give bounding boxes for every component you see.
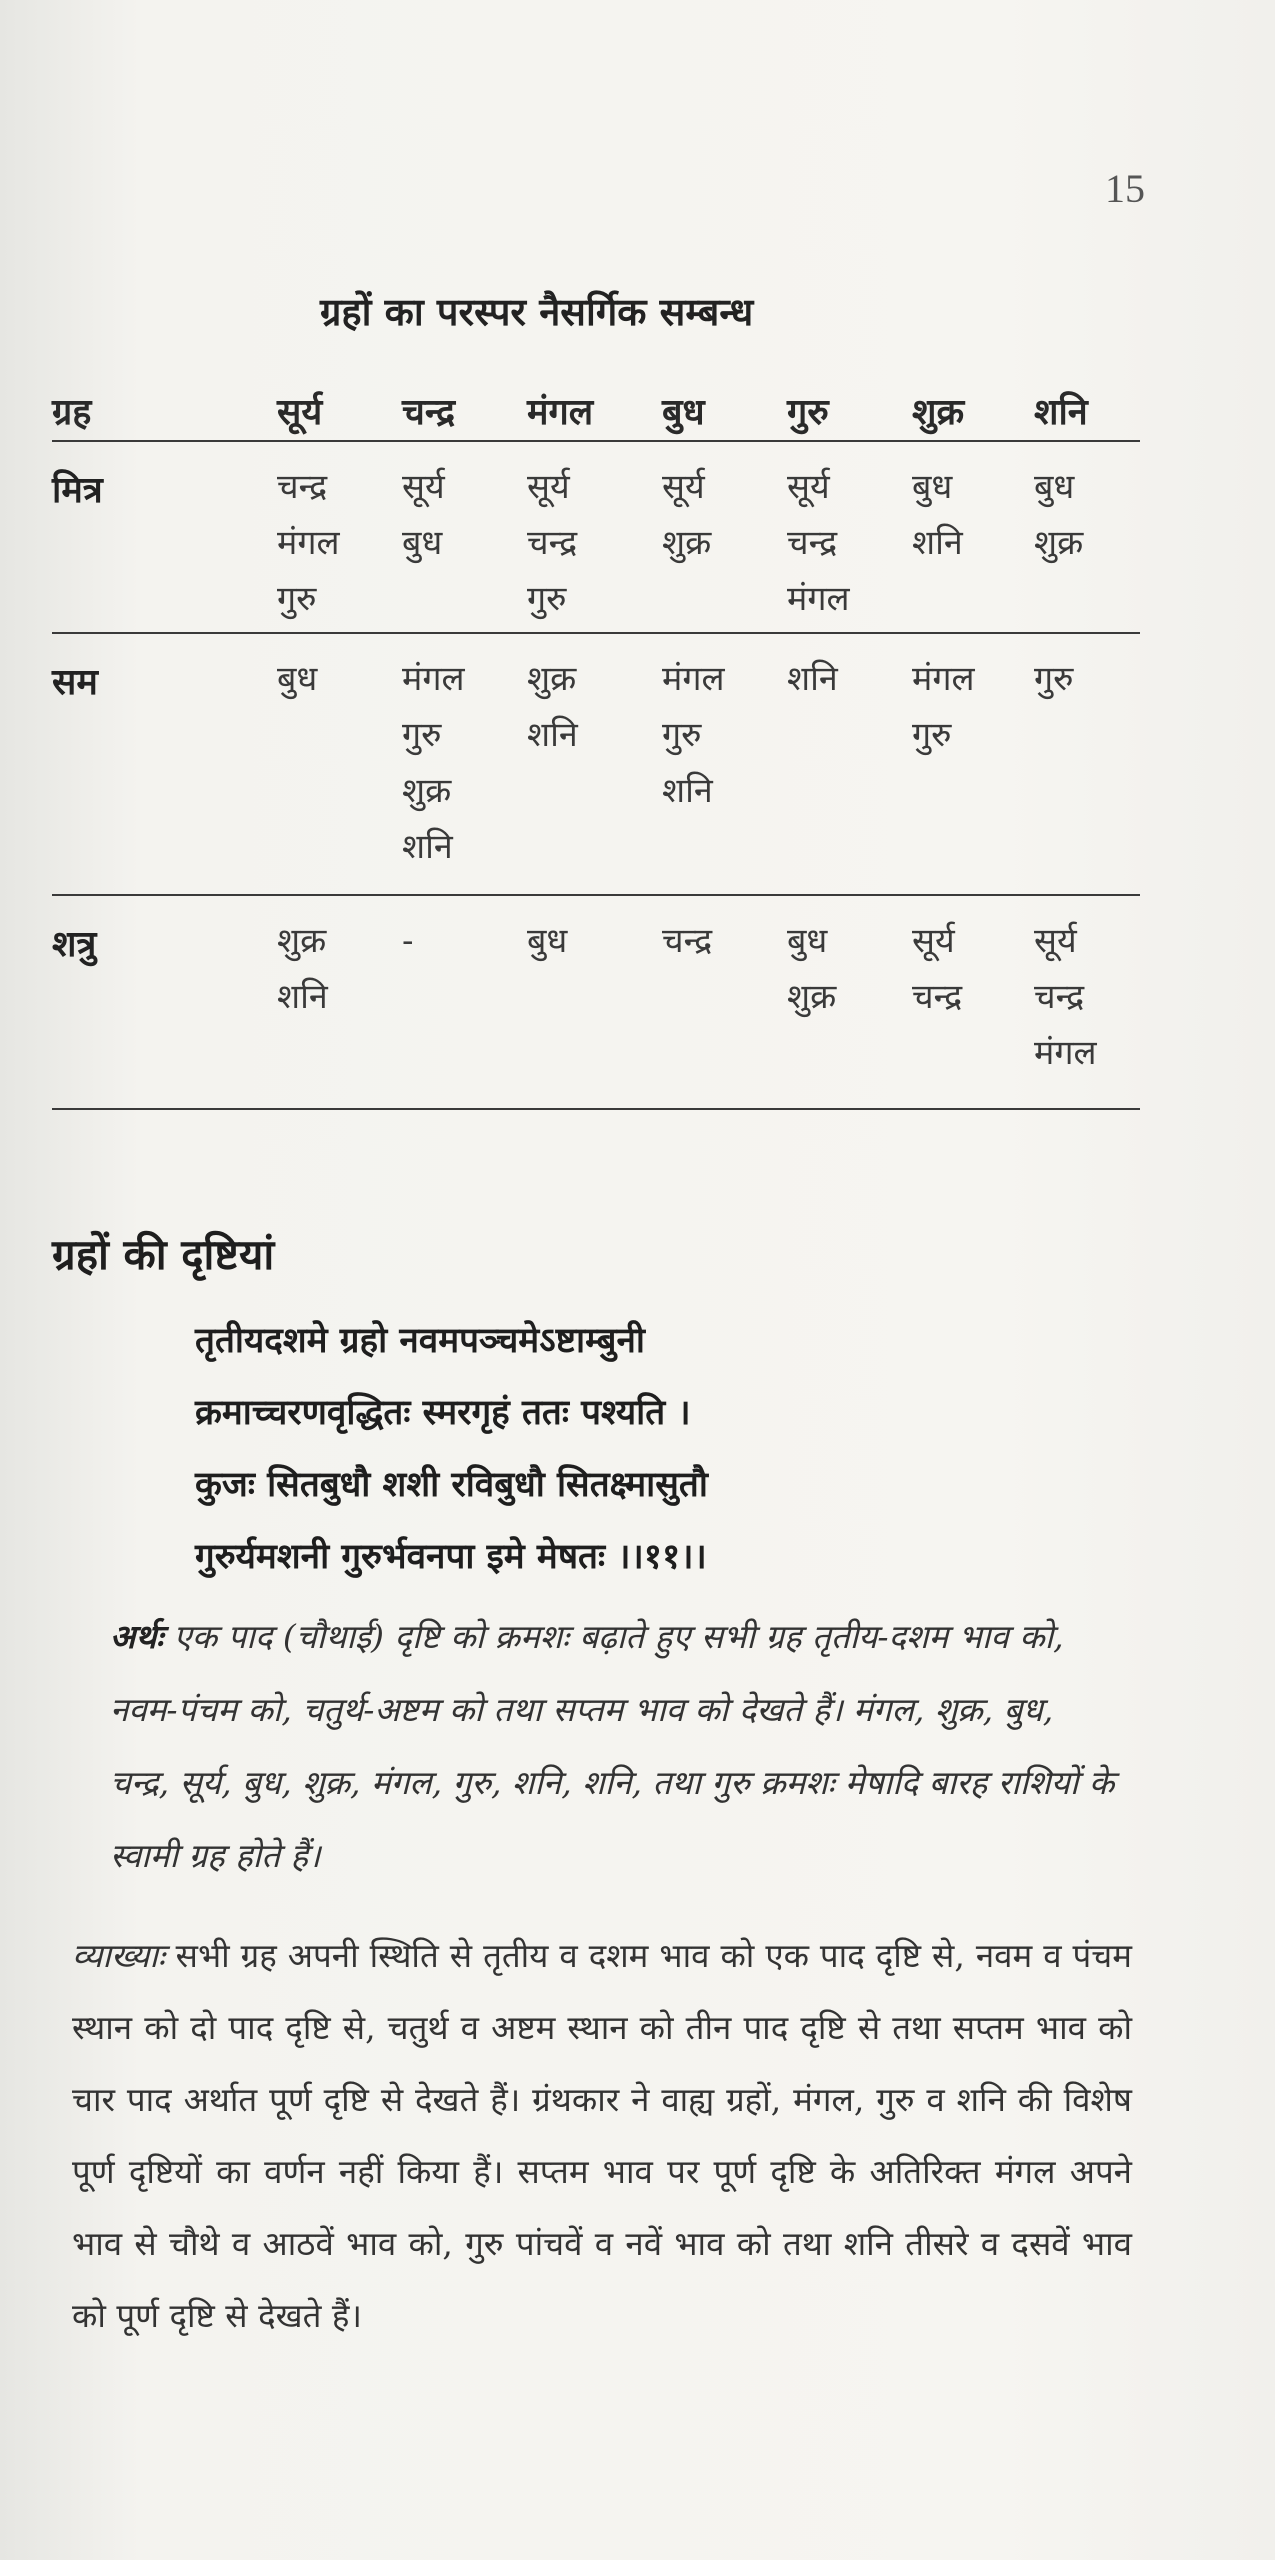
table-cell bbox=[527, 656, 662, 894]
meaning-text: एक पाद (चौथाई) दृष्टि को क्रमशः बढ़ाते हुए सभी ग्रह तृतीय-दशम भाव को, नवम-पंचम को, चतुर्थ-अष्टम को तथा सप्तम भाव को देखते हैं। मंगल, शुक्र, बुध, चन्द्र, सूर्य, बुध, शुक्र, मंगल, गुरु, शनि, शनि, तथा गुरु क्रमशः मेषादि बारह राशियों के स्वामी ग्रह होते हैं। bbox=[110, 1617, 1115, 1875]
table-row-neutral bbox=[52, 634, 1140, 896]
cell-text: बुध bbox=[527, 921, 568, 961]
table-cell bbox=[662, 918, 787, 1108]
explanation-label: व्याख्याः bbox=[72, 1936, 165, 1975]
cell-text: - bbox=[402, 921, 414, 961]
table-cell bbox=[277, 656, 402, 894]
cell-text: गुरु bbox=[662, 715, 702, 755]
cell-text: गुरु bbox=[402, 715, 442, 755]
cell-text: मंगल bbox=[912, 659, 975, 699]
header-cell: बुध bbox=[662, 390, 705, 433]
table-cell bbox=[912, 918, 1034, 1108]
cell-text: मंगल bbox=[787, 579, 850, 619]
table-cell bbox=[912, 464, 1034, 632]
cell-text: सूर्य bbox=[402, 467, 445, 507]
verse-line: गुरुर्यमशनी गुरुर्भवनपा इमे मेषतः ।।११।। bbox=[195, 1536, 707, 1577]
table-cell bbox=[402, 918, 527, 1108]
row-label: मित्र bbox=[52, 469, 103, 511]
cell-text: शनि bbox=[912, 523, 963, 563]
cell-text: बुध bbox=[1034, 467, 1075, 507]
table-cell bbox=[402, 656, 527, 894]
cell-text: चन्द्र bbox=[787, 523, 838, 563]
explanation-paragraph bbox=[72, 1920, 1132, 2352]
row-label: सम bbox=[52, 661, 98, 703]
cell-text: शुक्र bbox=[277, 921, 327, 961]
cell-text: सूर्य bbox=[1034, 921, 1077, 961]
table-cell bbox=[402, 464, 527, 632]
verse-line: क्रमाच्चरणवृद्धितः स्मरगृहं ततः पश्यति । bbox=[195, 1392, 691, 1433]
cell-text: चन्द्र bbox=[662, 921, 713, 961]
cell-text: शनि bbox=[277, 977, 328, 1017]
table-cell bbox=[1034, 464, 1140, 632]
cell-text: चन्द्र bbox=[527, 523, 578, 563]
cell-text: सूर्य bbox=[787, 467, 830, 507]
cell-text: शुक्र bbox=[402, 771, 452, 811]
header-cell: सूर्य bbox=[277, 390, 323, 433]
verse-line: कुजः सितबुधौ शशी रविबुधौ सितक्ष्मासुतौ bbox=[195, 1464, 708, 1505]
cell-text: मंगल bbox=[662, 659, 725, 699]
table-row-friend bbox=[52, 442, 1140, 634]
cell-text: शुक्र bbox=[787, 977, 837, 1017]
planet-relationship-table bbox=[52, 380, 1140, 1110]
cell-text: सूर्य bbox=[912, 921, 955, 961]
row-label: शत्रु bbox=[52, 923, 97, 965]
cell-text: शनि bbox=[662, 771, 713, 811]
cell-text: मंगल bbox=[277, 523, 340, 563]
table-cell bbox=[662, 464, 787, 632]
table-cell bbox=[1034, 918, 1140, 1108]
table-cell bbox=[787, 918, 912, 1108]
cell-text: गुरु bbox=[1034, 659, 1074, 699]
explanation-text: सभी ग्रह अपनी स्थिति से तृतीय व दशम भाव को एक पाद दृष्टि से, नवम व पंचम स्थान को दो पाद दृष्टि से, चतुर्थ व अष्टम स्थान को तीन पाद दृष्टि से तथा सप्तम भाव को चार पाद अर्थात पूर्ण दृष्टि से देखते हैं। ग्रंथकार ने वाह्य ग्रहों, मंगल, गुरु व शनि की विशेष पूर्ण दृष्टियों का वर्णन नहीं किया हैं। सप्तम भाव पर पूर्ण दृष्टि के अतिरिक्त मंगल अपने भाव से चौथे व आठवें भाव को, गुरु पांचवें व नवें भाव को तथा शनि तीसरे व दसवें भाव को पूर्ण दृष्टि से देखते हैं। bbox=[72, 1936, 1132, 2335]
table-cell bbox=[912, 656, 1034, 894]
cell-text: गुरु bbox=[277, 579, 317, 619]
page-number: 15 bbox=[1105, 166, 1145, 211]
header-cell: चन्द्र bbox=[402, 390, 456, 433]
meaning-label: अर्थः bbox=[110, 1617, 163, 1656]
cell-text: शुक्र bbox=[662, 523, 712, 563]
table-title: ग्रहों का परस्पर नैसर्गिक सम्बन्ध bbox=[320, 289, 754, 334]
header-cell: शुक्र bbox=[912, 390, 965, 433]
table-cell bbox=[277, 464, 402, 632]
table-cell bbox=[1034, 656, 1140, 894]
meaning-paragraph bbox=[110, 1600, 1120, 1892]
table-cell bbox=[787, 656, 912, 894]
section-heading: ग्रहों की दृष्टियां bbox=[52, 1230, 275, 1279]
cell-text: शनि bbox=[402, 827, 453, 867]
table-row-enemy bbox=[52, 896, 1140, 1110]
cell-text: मंगल bbox=[402, 659, 465, 699]
cell-text: गुरु bbox=[527, 579, 567, 619]
table-cell bbox=[277, 918, 402, 1108]
cell-text: शनि bbox=[787, 659, 838, 699]
header-cell: गुरु bbox=[787, 390, 829, 433]
cell-text: सूर्य bbox=[527, 467, 570, 507]
table-cell bbox=[787, 464, 912, 632]
cell-text: शुक्र bbox=[527, 659, 577, 699]
cell-text: सूर्य bbox=[662, 467, 705, 507]
cell-text: चन्द्र bbox=[1034, 977, 1085, 1017]
header-cell: मंगल bbox=[527, 390, 594, 433]
cell-text: बुध bbox=[787, 921, 828, 961]
cell-text: गुरु bbox=[912, 715, 952, 755]
cell-text: बुध bbox=[912, 467, 953, 507]
cell-text: शनि bbox=[527, 715, 578, 755]
cell-text: चन्द्र bbox=[912, 977, 963, 1017]
table-cell bbox=[527, 464, 662, 632]
header-cell: ग्रह bbox=[52, 390, 92, 433]
cell-text: बुध bbox=[402, 523, 443, 563]
table-header-row bbox=[52, 380, 1140, 442]
verse-line: तृतीयदशमे ग्रहो नवमपञ्चमेऽष्टाम्बुनी bbox=[195, 1320, 645, 1361]
cell-text: मंगल bbox=[1034, 1033, 1097, 1073]
header-cell: शनि bbox=[1034, 390, 1088, 433]
table-cell bbox=[527, 918, 662, 1108]
cell-text: बुध bbox=[277, 659, 318, 699]
shloka-verse bbox=[195, 1305, 708, 1593]
table-cell bbox=[662, 656, 787, 894]
cell-text: शुक्र bbox=[1034, 523, 1084, 563]
cell-text: चन्द्र bbox=[277, 467, 328, 507]
